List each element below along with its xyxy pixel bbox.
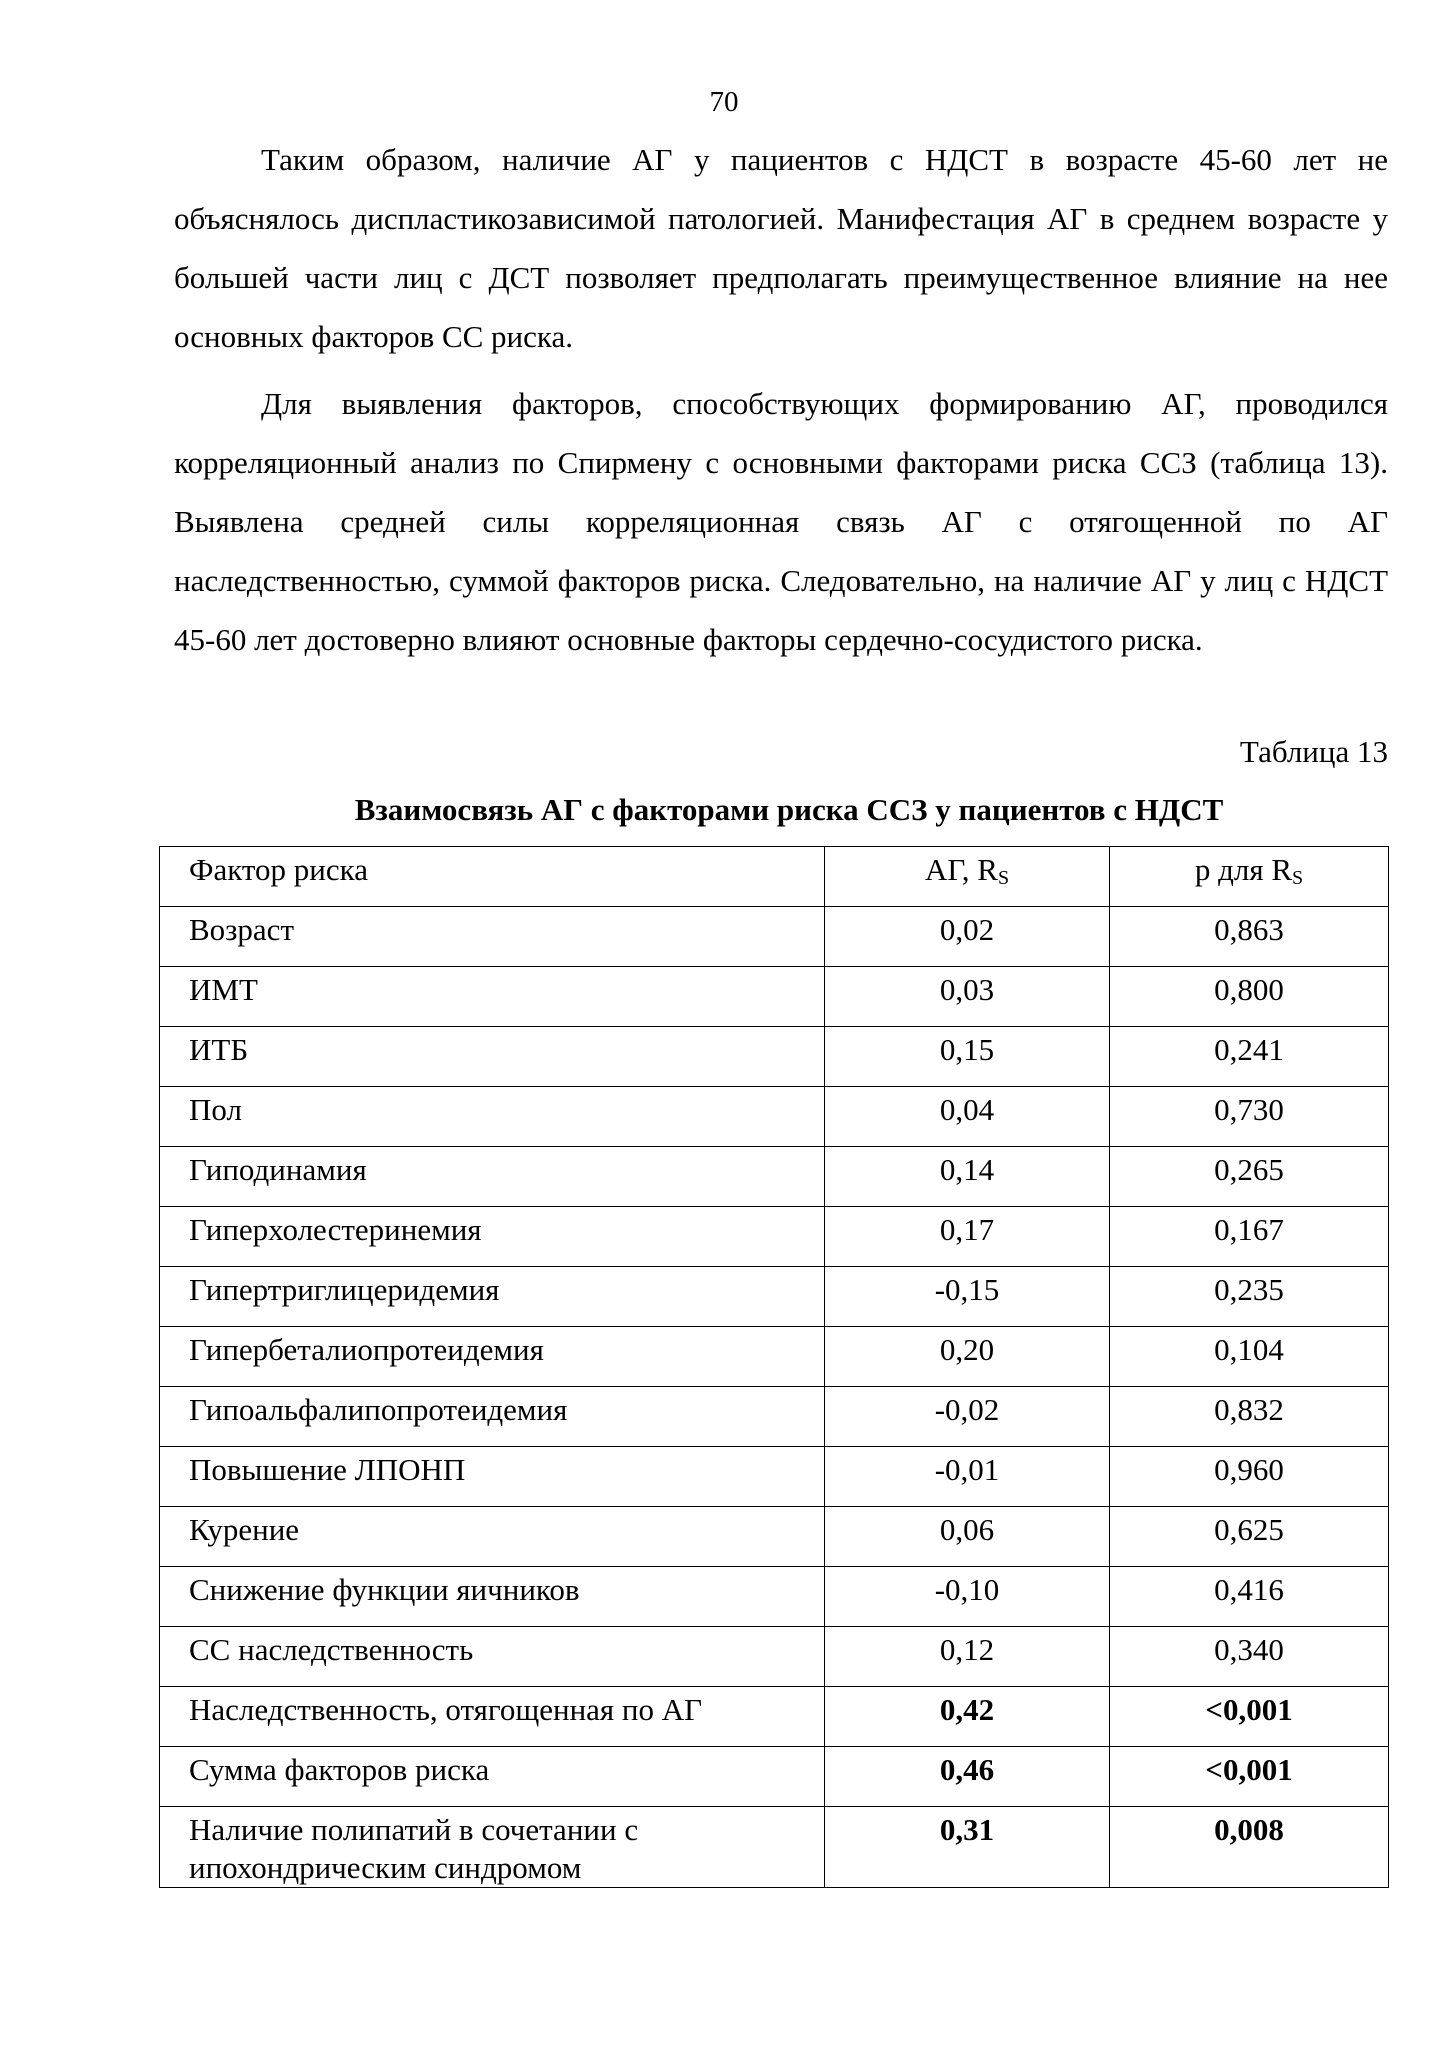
cell-p: 0,416 bbox=[1110, 1567, 1389, 1627]
header-factor: Фактор риска bbox=[160, 847, 825, 907]
cell-factor: Гипертриглицеридемия bbox=[160, 1267, 825, 1327]
cell-factor: Сумма факторов риска bbox=[160, 1747, 825, 1807]
cell-ag: 0,15 bbox=[825, 1027, 1110, 1087]
paragraph-2: Для выявления факторов, способствующих формированию АГ, проводился корреляционный анализ по Спирмену с основными факторами риска ССЗ (таблица 13). Выявлена средней силы корреляционная связь АГ с отягощенной по АГ наследственностью, суммой факторов риска. Следовательно, на наличие АГ у лиц с НДСТ 45-60 лет достоверно влияют основные факторы сердечно-сосудистого риска. bbox=[174, 386, 1388, 657]
cell-ag: 0,14 bbox=[825, 1147, 1110, 1207]
cell-p: 0,235 bbox=[1110, 1267, 1389, 1327]
table-row bbox=[160, 1147, 1389, 1207]
cell-factor: Гипоальфалипопротеидемия bbox=[160, 1387, 825, 1447]
cell-factor: Пол bbox=[160, 1087, 825, 1147]
cell-p: 0,832 bbox=[1110, 1387, 1389, 1447]
cell-p: <0,001 bbox=[1110, 1747, 1389, 1807]
paragraph-1: Таким образом, наличие АГ у пациентов с НДСТ в возрасте 45-60 лет не объяснялось диспластикозависимой патологией. Манифестация АГ в среднем возрасте у большей части лиц с ДСТ позволяет предполагать преимущественное влияние на нее основных факторов СС риска. bbox=[174, 142, 1388, 354]
page-number: 70 bbox=[709, 86, 739, 118]
table-row bbox=[160, 1447, 1389, 1507]
table-row bbox=[160, 1747, 1389, 1807]
cell-ag: 0,04 bbox=[825, 1087, 1110, 1147]
cell-p: 0,340 bbox=[1110, 1627, 1389, 1687]
table-row bbox=[160, 1327, 1389, 1387]
cell-p: 0,730 bbox=[1110, 1087, 1389, 1147]
header-p-rs bbox=[1110, 847, 1389, 907]
table-header-row bbox=[160, 847, 1389, 907]
header-ag-rs bbox=[825, 847, 1110, 907]
cell-p: 0,625 bbox=[1110, 1507, 1389, 1567]
cell-ag: 0,12 bbox=[825, 1627, 1110, 1687]
cell-p: 0,265 bbox=[1110, 1147, 1389, 1207]
cell-p: 0,104 bbox=[1110, 1327, 1389, 1387]
table-row bbox=[160, 967, 1389, 1027]
table-row bbox=[160, 1807, 1389, 1888]
cell-p: <0,001 bbox=[1110, 1687, 1389, 1747]
cell-p: 0,008 bbox=[1110, 1807, 1389, 1888]
table-row bbox=[160, 1627, 1389, 1687]
cell-factor: Гипербеталиопротеидемия bbox=[160, 1327, 825, 1387]
cell-ag: 0,31 bbox=[825, 1807, 1110, 1888]
table-row bbox=[160, 1207, 1389, 1267]
cell-ag: -0,02 bbox=[825, 1387, 1110, 1447]
cell-factor: Наследственность, отягощенная по АГ bbox=[160, 1687, 825, 1747]
cell-factor: Гиподинамия bbox=[160, 1147, 825, 1207]
cell-ag: 0,02 bbox=[825, 907, 1110, 967]
cell-p: 0,863 bbox=[1110, 907, 1389, 967]
cell-factor: СС наследственность bbox=[160, 1627, 825, 1687]
body-text bbox=[174, 130, 1388, 669]
cell-ag: 0,17 bbox=[825, 1207, 1110, 1267]
cell-factor: Возраст bbox=[160, 907, 825, 967]
cell-p: 0,167 bbox=[1110, 1207, 1389, 1267]
header-p-sub: S bbox=[1292, 867, 1304, 889]
cell-factor: Снижение функции яичников bbox=[160, 1567, 825, 1627]
table-row bbox=[160, 1687, 1389, 1747]
cell-p: 0,960 bbox=[1110, 1447, 1389, 1507]
cell-ag: 0,06 bbox=[825, 1507, 1110, 1567]
cell-ag: 0,03 bbox=[825, 967, 1110, 1027]
table-title: Взаимосвязь АГ с факторами риска ССЗ у пациентов с НДСТ bbox=[354, 792, 1224, 827]
cell-ag: 0,46 bbox=[825, 1747, 1110, 1807]
correlation-table bbox=[159, 846, 1389, 1888]
table-row bbox=[160, 1507, 1389, 1567]
table-row bbox=[160, 1087, 1389, 1147]
cell-factor: ИМТ bbox=[160, 967, 825, 1027]
cell-ag: -0,01 bbox=[825, 1447, 1110, 1507]
cell-ag: 0,20 bbox=[825, 1327, 1110, 1387]
table-row bbox=[160, 1567, 1389, 1627]
cell-ag: -0,15 bbox=[825, 1267, 1110, 1327]
cell-factor: Повышение ЛПОНП bbox=[160, 1447, 825, 1507]
header-ag-main: АГ, R bbox=[924, 852, 998, 887]
cell-ag: 0,42 bbox=[825, 1687, 1110, 1747]
header-p-main: p для R bbox=[1194, 852, 1293, 887]
cell-factor: Курение bbox=[160, 1507, 825, 1567]
table-row bbox=[160, 1027, 1389, 1087]
header-ag-sub: S bbox=[997, 867, 1010, 889]
cell-factor: ИТБ bbox=[160, 1027, 825, 1087]
cell-factor: Наличие полипатий в сочетании с ипохондрическим синдромом bbox=[160, 1807, 825, 1888]
table-row bbox=[160, 1267, 1389, 1327]
table-label: Таблица 13 bbox=[1239, 734, 1388, 769]
cell-p: 0,241 bbox=[1110, 1027, 1389, 1087]
cell-p: 0,800 bbox=[1110, 967, 1389, 1027]
cell-ag: -0,10 bbox=[825, 1567, 1110, 1627]
table-row bbox=[160, 907, 1389, 967]
cell-factor: Гиперхолестеринемия bbox=[160, 1207, 825, 1267]
table-row bbox=[160, 1387, 1389, 1447]
